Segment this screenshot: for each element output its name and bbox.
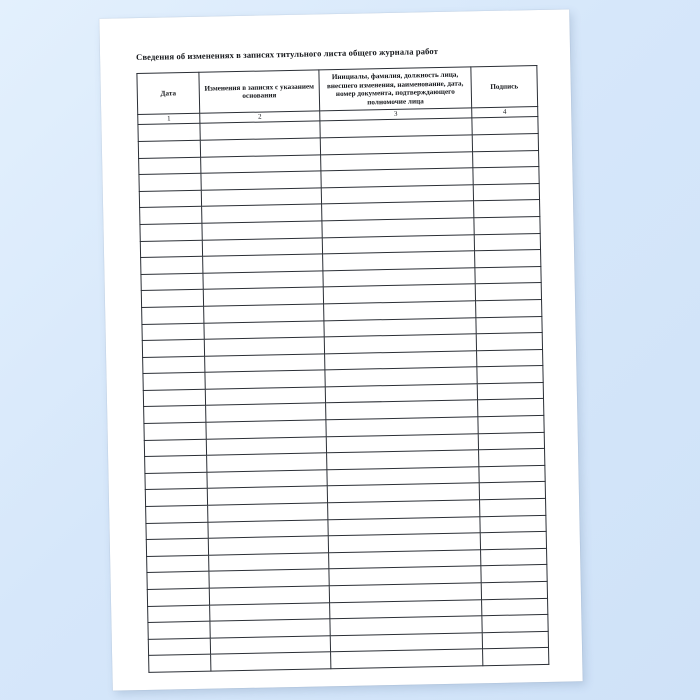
table-cell (474, 233, 540, 251)
column-number-2: 2 (200, 111, 320, 123)
table-cell (139, 157, 201, 175)
table-cell (331, 649, 483, 669)
table-cell (144, 406, 206, 424)
table-cell (479, 449, 545, 467)
table-cell (482, 598, 548, 616)
column-header-signature: Подпись (471, 66, 538, 109)
table-cell (480, 532, 546, 550)
table-header (137, 66, 538, 125)
table-cell (145, 489, 207, 507)
table-cell (473, 183, 539, 201)
table-cell (140, 207, 202, 225)
table-cell (482, 631, 548, 649)
table-cell (146, 522, 208, 540)
table-cell (479, 465, 545, 483)
table-cell (476, 333, 542, 351)
journal-table (136, 65, 549, 673)
paper-sheet-wrapper (99, 9, 582, 690)
column-header-date: Дата (137, 72, 200, 115)
table-cell (478, 399, 544, 417)
table-cell (138, 140, 200, 158)
table-cell (142, 306, 204, 324)
table-cell (147, 588, 209, 606)
column-header-person: Инициалы, фамилия, должность лица, внесшего изменения, наименование, дата, номер документа, подтверждающего полномочие лица (319, 67, 472, 111)
column-number-3: 3 (320, 108, 472, 121)
table-cell (477, 382, 543, 400)
table-cell (472, 133, 538, 151)
document-title: Сведения об изменениях в записях титульного листа общего журнала работ (135, 45, 439, 63)
table-cell (475, 250, 541, 268)
table-cell (145, 455, 207, 473)
table-cell (474, 200, 540, 218)
table-cell (147, 555, 209, 573)
table-cell (482, 615, 548, 633)
table-cell (148, 621, 210, 639)
table-cell (481, 548, 547, 566)
column-header-changes: Изменения в записях с указанием основания (199, 70, 320, 114)
table-cell (141, 256, 203, 274)
table-cell (139, 173, 201, 191)
table-cell (145, 472, 207, 490)
table-cell (481, 581, 547, 599)
table-cell (477, 349, 543, 367)
table-cell (483, 648, 549, 666)
table-cell (211, 652, 331, 671)
table-cell (475, 283, 541, 301)
table-cell (139, 190, 201, 208)
table-cell (138, 124, 200, 142)
paper-sheet (99, 9, 582, 690)
table-cell (474, 216, 540, 234)
table-cell (142, 323, 204, 341)
table-cell (149, 655, 211, 673)
table-cell (143, 389, 205, 407)
table-cell (475, 266, 541, 284)
table-cell (143, 356, 205, 374)
table-cell (146, 505, 208, 523)
table-cell (140, 223, 202, 241)
table-cell (140, 240, 202, 258)
table-cell (480, 498, 546, 516)
table-cell (148, 638, 210, 656)
table-cell (478, 416, 544, 434)
table-cell (146, 538, 208, 556)
column-number-4: 4 (472, 107, 538, 118)
table-cell (147, 572, 209, 590)
table-cell (473, 167, 539, 185)
table-cell (479, 482, 545, 500)
column-number-1: 1 (138, 114, 200, 125)
table-cell (480, 515, 546, 533)
table-cell (478, 432, 544, 450)
table-cell (141, 273, 203, 291)
table-cell (476, 299, 542, 317)
table-cell (472, 117, 538, 135)
table-cell (476, 316, 542, 334)
table-cell (473, 150, 539, 168)
table-cell (141, 290, 203, 308)
table-cell (144, 422, 206, 440)
table-cell (148, 605, 210, 623)
table-cell (481, 565, 547, 583)
table-body (138, 117, 549, 673)
table-cell (143, 373, 205, 391)
table-cell (477, 366, 543, 384)
table-cell (142, 339, 204, 357)
table-cell (144, 439, 206, 457)
